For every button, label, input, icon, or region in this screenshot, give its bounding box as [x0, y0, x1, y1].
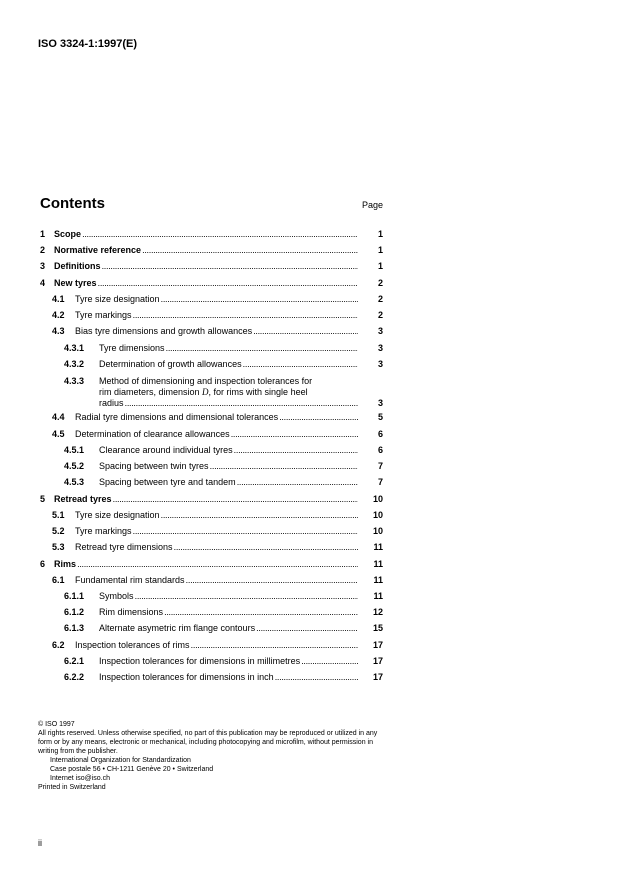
toc-entry-page: 3 — [377, 398, 383, 408]
toc-entry-number: 6.2.2 — [64, 672, 85, 682]
toc-entry-title: Symbols . . . — [99, 591, 358, 602]
organization-internet: Internet iso@iso.ch — [50, 775, 111, 782]
toc-entry-number: 3 — [40, 261, 46, 271]
toc-entry-title: Normative reference . . . — [54, 245, 358, 256]
toc-entry-page: 11 — [373, 559, 383, 569]
rights-statement: All rights reserved. Unless otherwise specified, no part of this publication may be reproduced or utilized in any form or by any means, electronic or mechanical, including photocopying and microfilm, without permission in writing from the publisher. — [38, 730, 378, 755]
toc-entry-number: 4.5.1 — [64, 445, 85, 455]
page-number: ii — [38, 838, 42, 848]
toc-entry-title: Method of dimensioning and inspection tolerances for — [99, 376, 313, 386]
toc-entry-page: 2 — [377, 294, 383, 304]
toc-entry-title: Tyre size designation . . . — [75, 294, 358, 305]
copyright-notice — [38, 720, 388, 792]
toc-entry-title: Inspection tolerances for dimensions in millimetres . . . — [99, 656, 358, 667]
toc-entry-number: 4.3.2 — [64, 359, 85, 369]
toc-entry-number: 5 — [40, 494, 46, 504]
toc-entry-title: Clearance around individual tyres . . . — [99, 445, 358, 456]
toc-entry-title: Rim dimensions . . . — [99, 607, 358, 618]
toc-entry-number: 5.3 — [52, 542, 65, 552]
toc-entry-page: 11 — [373, 575, 383, 585]
toc-entry-page: 6 — [377, 429, 383, 439]
toc-entry-page: 6 — [377, 445, 383, 455]
toc-entry-number: 5.1 — [52, 510, 65, 520]
toc-entry-number: 2 — [40, 245, 46, 255]
toc-entry-number: 4.3 — [52, 326, 65, 336]
toc-entry-page: 17 — [372, 640, 383, 650]
toc-entry-number: 4.5 — [52, 429, 65, 439]
toc-entry-page: 10 — [372, 510, 383, 520]
toc-entry-title: Retread tyre dimensions . . . — [75, 542, 358, 553]
toc-entry-number: 6 — [40, 559, 46, 569]
toc-entry-page: 7 — [377, 477, 383, 487]
toc-entry-title: Determination of growth allowances . . . — [99, 359, 358, 370]
toc-entry-title: Tyre dimensions . . . — [99, 343, 358, 354]
toc-entry-page: 17 — [372, 672, 383, 682]
toc-entry-title: Retread tyres . . . — [54, 494, 358, 505]
toc-entry-page: 17 — [372, 656, 383, 666]
toc-entry-page: 3 — [377, 343, 383, 353]
toc-entry-number: 4.5.3 — [64, 477, 85, 487]
toc-entry-title: Fundamental rim standards . . . — [75, 575, 358, 586]
toc-entry-number: 6.1.3 — [64, 623, 85, 633]
toc-entry-page: 11 — [373, 591, 383, 601]
toc-entry-title: Spacing between tyre and tandem . . . — [99, 477, 358, 488]
page-column-label: Page — [361, 200, 383, 210]
toc-entry-number: 6.2 — [52, 640, 65, 650]
copyright-line: © ISO 1997 — [38, 721, 75, 728]
toc-entry-title: Determination of clearance allowances . . . — [75, 429, 358, 440]
toc-entry-page: 3 — [377, 359, 383, 369]
organization-name: International Organization for Standardization — [50, 757, 191, 764]
toc-entry-number: 4.3.1 — [64, 343, 85, 353]
toc-entry-page: 1 — [377, 229, 383, 239]
toc-entry-page: 11 — [373, 542, 383, 552]
toc-entry-title: New tyres . . . — [54, 278, 358, 289]
toc-entry-title: Tyre markings . . . — [75, 526, 358, 537]
toc-entry-title: Tyre size designation . . . — [75, 510, 358, 521]
toc-entry-number: 6.1 — [52, 575, 65, 585]
organization-address: Case postale 56 • CH-1211 Genève 20 • Switzerland — [50, 766, 214, 773]
toc-entry-title: Inspection tolerances for dimensions in inch . . . — [99, 672, 358, 683]
toc-entry-title: rim diameters, dimension D, for rims with single heel — [99, 387, 308, 397]
toc-entry-title: radius . . . — [99, 398, 358, 409]
toc-entry-number: 4.4 — [52, 412, 65, 422]
toc-entry-page: 1 — [377, 261, 383, 271]
toc-entry-number: 4 — [40, 278, 46, 288]
toc-entry-number: 6.2.1 — [64, 656, 85, 666]
toc-entry-page: 3 — [377, 326, 383, 336]
toc-entry-title: Tyre markings . . . — [75, 310, 358, 321]
toc-entry-title: Spacing between twin tyres . . . — [99, 461, 358, 472]
toc-entry-page: 2 — [377, 310, 383, 320]
toc-entry-page: 10 — [372, 494, 383, 504]
document-id: ISO 3324-1:1997(E) — [38, 38, 138, 50]
toc-entry-page: 5 — [377, 412, 383, 422]
toc-entry-number: 1 — [40, 229, 46, 239]
toc-entry-number: 4.2 — [52, 310, 65, 320]
toc-entry-title: Alternate asymetric rim flange contours . . . — [99, 623, 358, 634]
toc-entry-title: Bias tyre dimensions and growth allowances . . . — [75, 326, 358, 337]
toc-entry-number: 4.3.3 — [64, 376, 85, 386]
toc-entry-page: 7 — [377, 461, 383, 471]
toc-entry-page: 12 — [372, 607, 383, 617]
printed-in: Printed in Switzerland — [38, 784, 106, 791]
toc-entry-number: 4.5.2 — [64, 461, 85, 471]
toc-entry-title: Rims . . . — [54, 559, 358, 570]
toc-entry-number: 5.2 — [52, 526, 65, 536]
toc-entry-number: 6.1.1 — [64, 591, 85, 601]
toc-entry-title: Definitions . . . — [54, 261, 358, 272]
toc-entry-number: 4.1 — [52, 294, 65, 304]
toc-entry-page: 10 — [372, 526, 383, 536]
toc-entry-page: 15 — [372, 623, 383, 633]
toc-entry-title: Scope . . . — [54, 229, 358, 240]
toc-entry-title: Inspection tolerances of rims . . . — [75, 640, 358, 651]
toc-entry-number: 6.1.2 — [64, 607, 85, 617]
toc-entry-page: 1 — [377, 245, 383, 255]
toc-entry-title: Radial tyre dimensions and dimensional tolerances . . . — [75, 412, 358, 423]
contents-title: Contents — [40, 195, 105, 212]
toc-entry-page: 2 — [377, 278, 383, 288]
